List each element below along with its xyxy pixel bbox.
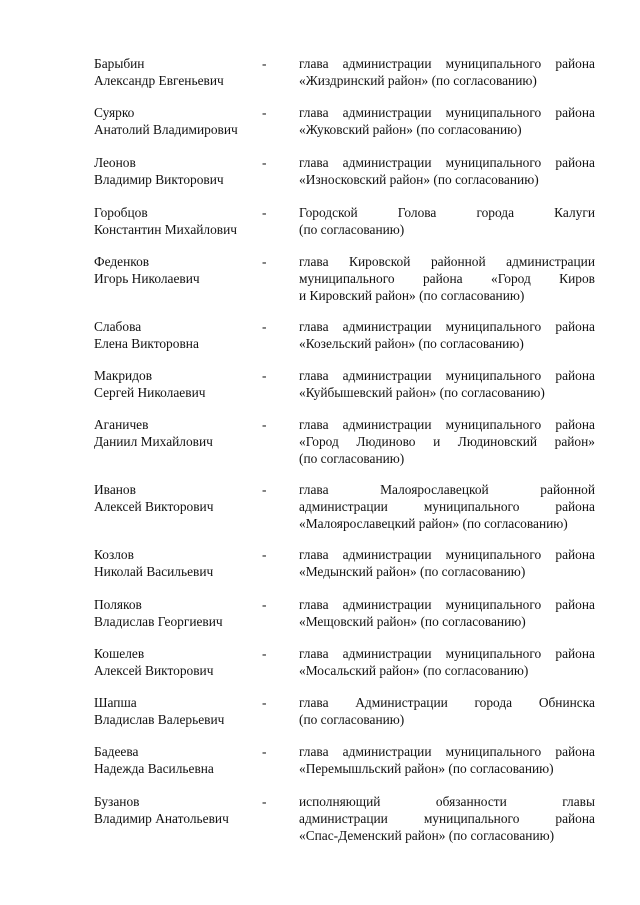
position-line: глава администрации муниципального района <box>299 417 595 432</box>
member-name <box>94 645 269 679</box>
position-line: глава администрации муниципального района <box>299 368 595 383</box>
member-name <box>94 104 269 138</box>
position-line: «Перемышльский район» (по согласованию) <box>299 761 554 776</box>
position-line: глава администрации муниципального района <box>299 597 595 612</box>
position-line: «Мещовский район» (по согласованию) <box>299 614 526 629</box>
member-name <box>94 318 269 352</box>
position-line: исполняющий обязанности главы <box>299 794 595 809</box>
member-given-names: Владислав Георгиевич <box>94 614 223 629</box>
position-line: глава администрации муниципального района <box>299 155 595 170</box>
position-line: глава администрации муниципального района <box>299 56 595 71</box>
member-name <box>94 55 269 89</box>
member-name <box>94 793 269 827</box>
member-given-names: Надежда Васильевна <box>94 761 214 776</box>
separator-dash: - <box>262 368 267 383</box>
member-position <box>299 481 595 532</box>
position-line: глава Малоярославецкой районной <box>299 482 595 497</box>
position-line: (по согласованию) <box>299 222 405 237</box>
member-name <box>94 743 269 777</box>
member-surname: Горобцов <box>94 205 148 220</box>
separator-dash: - <box>262 597 267 612</box>
position-line: «Медынский район» (по согласованию) <box>299 564 526 579</box>
member-position <box>299 318 595 352</box>
separator-dash: - <box>262 695 267 710</box>
member-given-names: Владимир Анатольевич <box>94 811 229 826</box>
member-given-names: Константин Михайлович <box>94 222 238 237</box>
separator-dash: - <box>262 794 267 809</box>
separator-dash: - <box>262 205 267 220</box>
separator-dash: - <box>262 105 267 120</box>
member-given-names: Владимир Викторович <box>94 172 224 187</box>
position-line: администрации муниципального района <box>299 499 595 514</box>
member-position <box>299 743 595 777</box>
member-surname: Леонов <box>94 155 136 170</box>
separator-dash: - <box>262 417 267 432</box>
member-position <box>299 645 595 679</box>
member-surname: Бузанов <box>94 794 140 809</box>
member-surname: Иванов <box>94 482 136 497</box>
member-given-names: Игорь Николаевич <box>94 271 200 286</box>
member-name <box>94 596 269 630</box>
member-surname: Феденков <box>94 254 150 269</box>
position-line: и Кировский район» (по согласованию) <box>299 288 525 303</box>
position-line: глава Администрации города Обнинска <box>299 695 595 710</box>
member-name <box>94 204 269 238</box>
member-given-names: Владислав Валерьевич <box>94 712 225 727</box>
separator-dash: - <box>262 56 267 71</box>
member-position <box>299 104 595 138</box>
member-surname: Козлов <box>94 547 134 562</box>
member-position <box>299 546 595 580</box>
member-given-names: Александр Евгеньевич <box>94 73 224 88</box>
member-given-names: Сергей Николаевич <box>94 385 206 400</box>
member-position <box>299 253 595 304</box>
position-line: (по согласованию) <box>299 712 405 727</box>
position-line: «Спас-Деменский район» (по согласованию) <box>299 828 555 843</box>
member-surname: Суярко <box>94 105 135 120</box>
member-given-names: Алексей Викторович <box>94 663 214 678</box>
position-line: глава администрации муниципального района <box>299 744 595 759</box>
member-position <box>299 694 595 728</box>
separator-dash: - <box>262 482 267 497</box>
separator-dash: - <box>262 319 267 334</box>
position-line: «Износковский район» (по согласованию) <box>299 172 539 187</box>
member-given-names: Елена Викторовна <box>94 336 199 351</box>
member-name <box>94 367 269 401</box>
position-line: «Жиздринский район» (по согласованию) <box>299 73 537 88</box>
separator-dash: - <box>262 744 267 759</box>
position-line: «Жуковский район» (по согласованию) <box>299 122 522 137</box>
member-surname: Барыбин <box>94 56 145 71</box>
member-surname: Слабова <box>94 319 142 334</box>
position-line: «Куйбышевский район» (по согласованию) <box>299 385 545 400</box>
separator-dash: - <box>262 155 267 170</box>
member-surname: Кошелев <box>94 646 145 661</box>
position-line: (по согласованию) <box>299 451 405 466</box>
member-name <box>94 416 269 450</box>
member-surname: Бадеева <box>94 744 139 759</box>
position-line: «Козельский район» (по согласованию) <box>299 336 524 351</box>
position-line: «Малоярославецкий район» (по согласованию) <box>299 516 568 531</box>
member-name <box>94 546 269 580</box>
member-position <box>299 367 595 401</box>
member-given-names: Алексей Викторович <box>94 499 214 514</box>
separator-dash: - <box>262 646 267 661</box>
member-given-names: Анатолий Владимирович <box>94 122 238 137</box>
separator-dash: - <box>262 254 267 269</box>
member-surname: Макридов <box>94 368 153 383</box>
member-surname: Поляков <box>94 597 142 612</box>
position-line: Городской Голова города Калуги <box>299 205 595 220</box>
member-position <box>299 793 595 844</box>
member-name <box>94 694 269 728</box>
member-position <box>299 55 595 89</box>
position-line: глава администрации муниципального района <box>299 105 595 120</box>
member-position <box>299 154 595 188</box>
member-surname: Шапша <box>94 695 137 710</box>
position-line: «Город Людиново и Людиновский район» <box>299 434 595 449</box>
position-line: глава администрации муниципального района <box>299 319 595 334</box>
member-name <box>94 253 269 287</box>
member-given-names: Даниил Михайлович <box>94 434 213 449</box>
separator-dash: - <box>262 547 267 562</box>
position-line: муниципального района «Город Киров <box>299 271 595 286</box>
position-line: глава администрации муниципального района <box>299 547 595 562</box>
member-name <box>94 154 269 188</box>
member-position <box>299 596 595 630</box>
position-line: глава Кировской районной администрации <box>299 254 595 269</box>
member-position <box>299 416 595 467</box>
position-line: «Мосальский район» (по согласованию) <box>299 663 529 678</box>
member-surname: Аганичев <box>94 417 149 432</box>
position-line: администрации муниципального района <box>299 811 595 826</box>
member-given-names: Николай Васильевич <box>94 564 214 579</box>
member-name <box>94 481 269 515</box>
member-position <box>299 204 595 238</box>
position-line: глава администрации муниципального района <box>299 646 595 661</box>
